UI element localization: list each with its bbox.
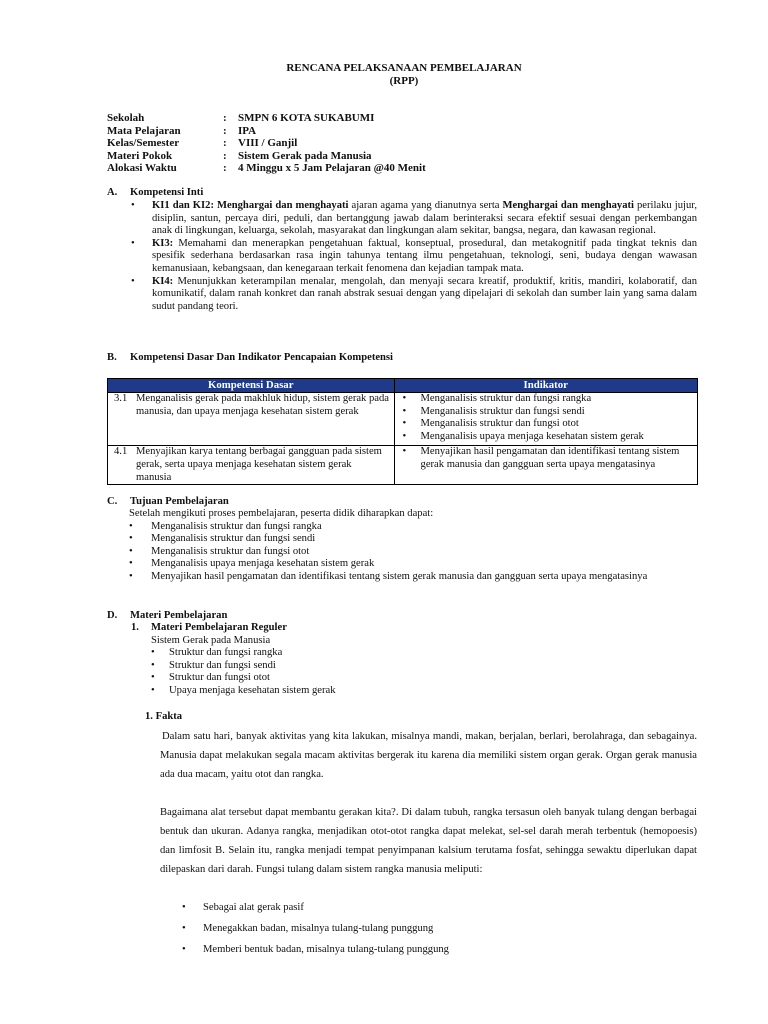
list-item: • Struktur dan fungsi otot [151, 672, 336, 685]
kd-cell [108, 446, 395, 485]
indikator-cell [394, 393, 697, 446]
list-item: • Menegakkan badan, misalnya tulang-tulang punggung [182, 918, 449, 939]
section-b-heading [107, 352, 393, 365]
ki-item-4 [131, 276, 697, 314]
ki-lead: KI1 dan KI2: [152, 200, 214, 211]
list-item: • Upaya menjaga kesehatan sistem gerak [151, 685, 336, 698]
identity-label: Mata Pelajaran [107, 124, 181, 137]
identity-value: VIII / Ganjil [238, 137, 298, 149]
list-item: • Struktur dan fungsi rangka [151, 647, 336, 660]
list-item: • Menganalisis struktur dan fungsi rangka [395, 393, 695, 406]
table-row [108, 446, 698, 485]
section-c-heading [107, 496, 229, 509]
identity-colon: : [223, 162, 227, 174]
list-item: • Menyajikan hasil pengamatan dan identifikasi tentang sistem gerak manusia dan gangguan serta upaya mengatasinya [395, 446, 695, 471]
materi-sub-number: 1. [131, 622, 139, 633]
list-item: • Menganalisis struktur dan fungsi otot [395, 418, 695, 431]
list-item: • Memberi bentuk badan, misalnya tulang-tulang punggung [182, 939, 449, 960]
kd-cell [108, 393, 395, 446]
section-letter: A. [107, 187, 118, 198]
identity-value: Sistem Gerak pada Manusia [238, 149, 372, 162]
materi-sub-heading [131, 622, 336, 635]
document-subtitle: (RPP) [389, 75, 419, 87]
identity-label: Materi Pokok [107, 149, 173, 162]
table-header-kd: Kompetensi Dasar [108, 379, 395, 393]
identity-row-sekolah [107, 112, 426, 125]
identity-label: Alokasi Waktu [107, 162, 177, 174]
kd-indikator-table [107, 378, 698, 485]
document-title: RENCANA PELAKSANAAN PEMBELAJARAN [286, 62, 522, 74]
kd-text: Menyajikan karya tentang berbagai gangguan pada sistem gerak, serta upaya menjaga kesehatan sistem gerak manusia [136, 446, 382, 483]
ki-item-1 [131, 200, 697, 238]
table-header-row [108, 379, 698, 393]
materi-sub-title: Materi Pembelajaran Reguler [151, 622, 287, 633]
list-item: • Struktur dan fungsi sendi [151, 660, 336, 673]
identity-label: Kelas/Semester [107, 137, 180, 149]
section-title: Kompetensi Inti [130, 187, 204, 198]
list-item: • Sebagai alat gerak pasif [182, 897, 449, 918]
identity-value: 4 Minggu x 5 Jam Pelajaran @40 Menit [238, 162, 426, 174]
list-item: • Menganalisis upaya menjaga kesehatan sistem gerak [129, 558, 699, 571]
materi-sub [131, 635, 336, 698]
ki-text: ajaran agama yang dianutnya serta [348, 200, 503, 211]
section-a-heading [107, 187, 203, 200]
identity-colon: : [223, 149, 227, 162]
list-item: • Menganalisis struktur dan fungsi sendi [129, 533, 699, 546]
identity-table [107, 112, 426, 175]
materi-topic: Sistem Gerak pada Manusia [151, 634, 271, 646]
kd-number: 3.1 [114, 393, 128, 404]
tujuan-intro: Setelah mengikuti proses pembelajaran, peserta didik diharapkan dapat: [129, 508, 434, 519]
indikator-cell [394, 446, 697, 485]
section-letter: C. [107, 496, 118, 507]
list-item: • Menganalisis struktur dan fungsi otot [129, 546, 699, 559]
list-item: • Menyajikan hasil pengamatan dan identifikasi tentang sistem gerak manusia dan gangguan serta upaya mengatasinya [129, 571, 699, 584]
identity-colon: : [223, 124, 227, 137]
ki-text: Menunjukkan keterampilan menalar, mengolah, dan menyaji secara kreatif, produktif, kritis, mandiri, kolaboratif, dan komunikatif, dalam ranah konkret dan ranah abstrak sesuai dengan yang dipelajari di sekolah dan sumber lain yang sama dalam sudut pandang teori. [152, 275, 697, 312]
kompetensi-inti-list [131, 200, 697, 313]
fakta-paragraph-1: Dalam satu hari, banyak aktivitas yang kita lakukan, misalnya mandi, makan, berjalan, berlari, berolahraga, dan sebagainya. Manusia dapat melakukan segala macam aktivitas bergerak itu karena dia memiliki sistem organ gerak. Organ gerak manusia ada dua macam, yaitu otot dan rangka. [160, 731, 697, 780]
identity-row-kelas [107, 137, 426, 150]
identity-row-mapel [107, 125, 426, 138]
ki-text: perilaku jujur, disiplin, santun, percaya diri, peduli, dan bertanggung jawab dalam berinteraksi secara efektif sesuai dengan perkembangan anak di lingkungan, keluarga, sekolah, masyarakat dan lingkungan alam sekitar, bangsa, negara, dan kawasan regional. [152, 200, 697, 237]
table-header-indikator: Indikator [394, 379, 697, 393]
fakta-paragraph-2: Bagaimana alat tersebut dapat membantu gerakan kita?. Di dalam tubuh, rangka tersasun oleh banyak tulang dengan berbagai bentuk dan ukuran. Adanya rangka, menjadikan otot-otot rangka dapat melekat, sel-sel darah merah terbentuk (hemopoesis) dan limfosit B. Selain itu, rangka menjadi tempat penyimpanan kalsium terutama fosfat, sehingga sewaktu diperlukan dapat dilepaskan dari darah. Fungsi tulang dalam sistem rangka manusia meliputi: [160, 807, 697, 875]
identity-colon: : [223, 137, 227, 149]
section-title: Kompetensi Dasar Dan Indikator Pencapaian Kompetensi [130, 352, 394, 363]
section-title: Materi Pembelajaran [130, 610, 228, 621]
identity-value: IPA [238, 124, 257, 137]
ki-item-3 [131, 238, 697, 276]
identity-row-alokasi [107, 162, 426, 175]
identity-label: Sekolah [107, 112, 145, 124]
kd-number: 4.1 [114, 446, 128, 458]
fakta-heading: 1. Fakta [145, 711, 183, 722]
tujuan-list [129, 508, 699, 584]
kd-text: Menganalisis gerak pada makhluk hidup, sistem gerak pada manusia, dan upaya menjaga kesehatan sistem gerak [136, 393, 390, 417]
section-d-heading [107, 610, 227, 623]
section-letter: D. [107, 610, 118, 621]
ki-bold: Menghargai dan menghayati [502, 200, 634, 211]
list-item: • Menganalisis struktur dan fungsi sendi [395, 406, 695, 419]
list-item: • Menganalisis upaya menjaga kesehatan sistem gerak [395, 431, 695, 444]
ki-lead: KI4: [152, 275, 174, 287]
identity-colon: : [223, 112, 227, 124]
ki-lead: KI3: [152, 237, 174, 249]
materi-block [131, 622, 336, 698]
list-item: • Menganalisis struktur dan fungsi rangka [129, 521, 699, 534]
fakta-list [182, 897, 449, 960]
identity-value: SMPN 6 KOTA SUKABUMI [238, 112, 375, 124]
section-title: Tujuan Pembelajaran [130, 496, 229, 507]
table-row [108, 393, 698, 446]
section-letter: B. [107, 352, 117, 363]
ki-bold: Menghargai dan menghayati [217, 200, 349, 211]
identity-row-materi [107, 150, 426, 163]
ki-text: Memahami dan menerapkan pengetahuan faktual, konseptual, prosedural, dan metakognitif pada tingkat teknis dan spesifik sederhana berdasarkan rasa ingin tahunya tentang ilmu pengetahuan, teknologi, seni, budaya dengan wawasan kemanusiaan, kebangsaan, dan kenegaraan terkait fenomena dan kejadian tampak mata. [152, 237, 697, 274]
